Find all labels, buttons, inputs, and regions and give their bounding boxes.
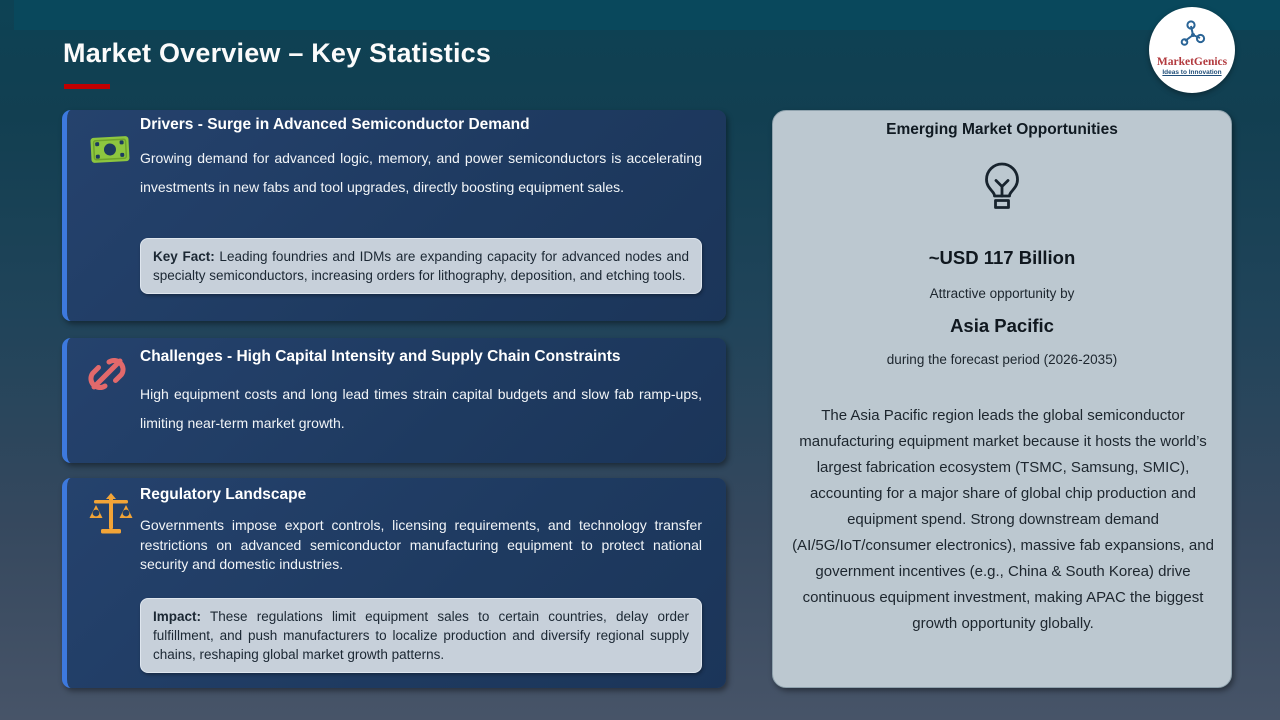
key-fact-text: Leading foundries and IDMs are expanding capacity for advanced nodes and specialty semiconductors, increasing orders for lithography, deposition, and etching tools. bbox=[153, 249, 690, 283]
drivers-heading: Drivers - Surge in Advanced Semiconductor Demand bbox=[140, 116, 530, 133]
drivers-body: Growing demand for advanced logic, memory, and power semiconductors is accelerating investments in new fabs and tool upgrades, directly boosting equipment sales. bbox=[140, 150, 702, 195]
impact-text: These regulations limit equipment sales to certain countries, delay order fulfillment, and push manufacturers to localize production and diversify regional supply chains, reshaping global market growth patterns. bbox=[153, 609, 689, 662]
key-fact-callout bbox=[140, 238, 702, 294]
drivers-card bbox=[62, 110, 726, 321]
opportunities-heading: Emerging Market Opportunities bbox=[886, 121, 1118, 138]
page-title: Market Overview – Key Statistics bbox=[63, 38, 492, 68]
top-accent-strip bbox=[14, 0, 1280, 30]
opportunity-value: ~USD 117 Billion bbox=[928, 247, 1076, 268]
opportunity-period: during the forecast period (2026-2035) bbox=[886, 352, 1118, 367]
logo-name: MarketGenics bbox=[1156, 56, 1228, 68]
challenges-card bbox=[62, 338, 726, 463]
opportunity-description: The Asia Pacific region leads the global semiconductor manufacturing equipment market because it hosts the world’s largest fabrication ecosystem (TSMC, Samsung, SMIC), accounting for a major share of global chip production and equipment spend. Strong downstream demand (AI/5G/IoT/consumer electronics), massive fab expansions, and government incentives (e.g., China & South Korea) drive continuous equipment investment, making APAC the biggest growth opportunity globally. bbox=[792, 407, 1214, 632]
logo-tagline: Ideas to Innovation bbox=[1162, 69, 1222, 76]
title-underline bbox=[64, 84, 110, 89]
molecule-icon bbox=[1176, 18, 1208, 55]
challenges-heading: Challenges - High Capital Intensity and Supply Chain Constraints bbox=[140, 348, 621, 365]
marketgenics-logo bbox=[1149, 7, 1235, 93]
regulatory-body: Governments impose export controls, licensing requirements, and technology transfer restrictions on advanced semiconductor manufacturing equipment to protect national security and domestic industries. bbox=[140, 517, 702, 572]
broken-link-icon bbox=[81, 348, 133, 405]
key-fact-label: Key Fact: bbox=[153, 249, 215, 264]
impact-callout bbox=[140, 598, 702, 673]
scales-icon bbox=[88, 490, 134, 543]
challenges-body: High equipment costs and long lead times strain capital budgets and slow fab ramp-ups, limiting near-term market growth. bbox=[140, 386, 702, 431]
lightbulb-icon bbox=[773, 159, 1231, 219]
regulatory-heading: Regulatory Landscape bbox=[140, 486, 307, 503]
opportunity-region: Asia Pacific bbox=[950, 315, 1054, 336]
emerging-opportunities-panel bbox=[772, 110, 1232, 688]
opportunity-subtitle: Attractive opportunity by bbox=[929, 286, 1075, 301]
money-bill-icon bbox=[89, 133, 131, 172]
regulatory-card bbox=[62, 478, 726, 688]
impact-label: Impact: bbox=[153, 609, 202, 624]
